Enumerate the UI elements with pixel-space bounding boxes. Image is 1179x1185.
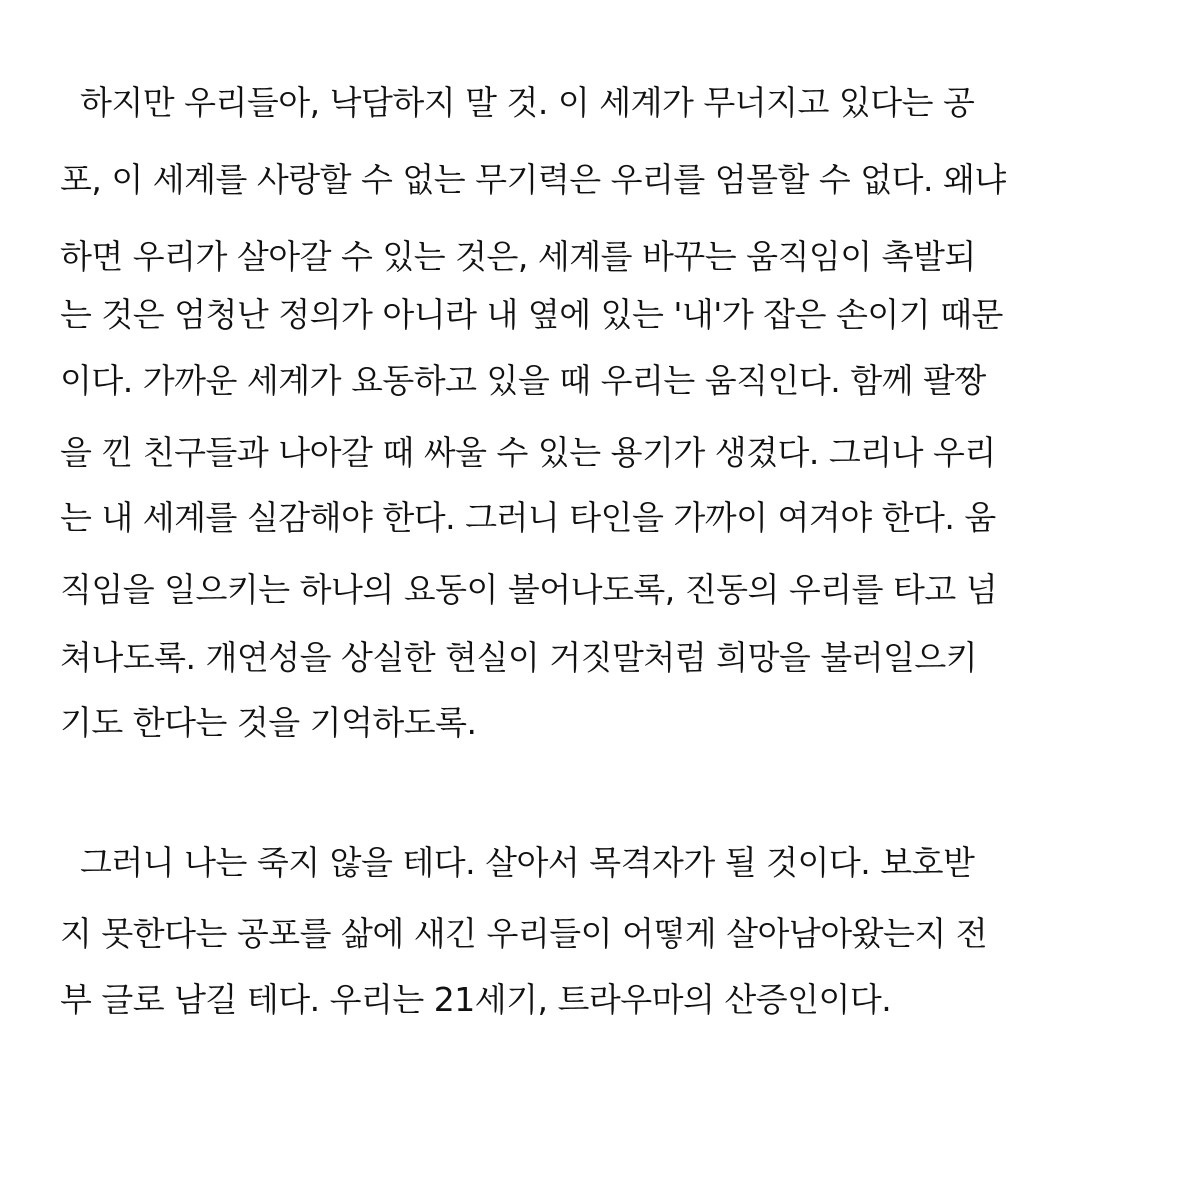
text-line: 부 글로 남길 테다. 우리는 21세기, 트라우마의 산증인이다. [60, 980, 892, 1019]
text-line: 을 낀 친구들과 나아갈 때 싸울 수 있는 용기가 생겼다. 그리나 우리 [60, 433, 996, 472]
text-line: 이다. 가까운 세계가 요동하고 있을 때 우리는 움직인다. 함께 팔짱 [60, 361, 986, 400]
text-line: 그러니 나는 죽지 않을 테다. 살아서 목격자가 될 것이다. 보호받 [80, 843, 975, 882]
text-line: 하면 우리가 살아갈 수 있는 것은, 세계를 바꾸는 움직임이 촉발되 [60, 237, 976, 276]
text-line: 기도 한다는 것을 기억하도록. [60, 703, 477, 742]
text-line: 포, 이 세계를 사랑할 수 없는 무기력은 우리를 엄몰할 수 없다. 왜냐 [60, 160, 1006, 199]
text-line: 하지만 우리들아, 낙담하지 말 것. 이 세계가 무너지고 있다는 공 [80, 83, 975, 122]
text-line: 는 것은 엄청난 정의가 아니라 내 옆에 있는 '내'가 잡은 손이기 때문 [60, 295, 1003, 334]
text-line: 직임을 일으키는 하나의 요동이 불어나도록, 진동의 우리를 타고 넘 [60, 570, 998, 609]
text-line: 지 못한다는 공포를 삶에 새긴 우리들이 어떻게 살아남아왔는지 전 [60, 914, 988, 953]
text-line: 는 내 세계를 실감해야 한다. 그러니 타인을 가까이 여겨야 한다. 움 [60, 498, 996, 537]
text-line: 쳐나도록. 개연성을 상실한 현실이 거짓말처럼 희망을 불러일으키 [60, 638, 978, 677]
